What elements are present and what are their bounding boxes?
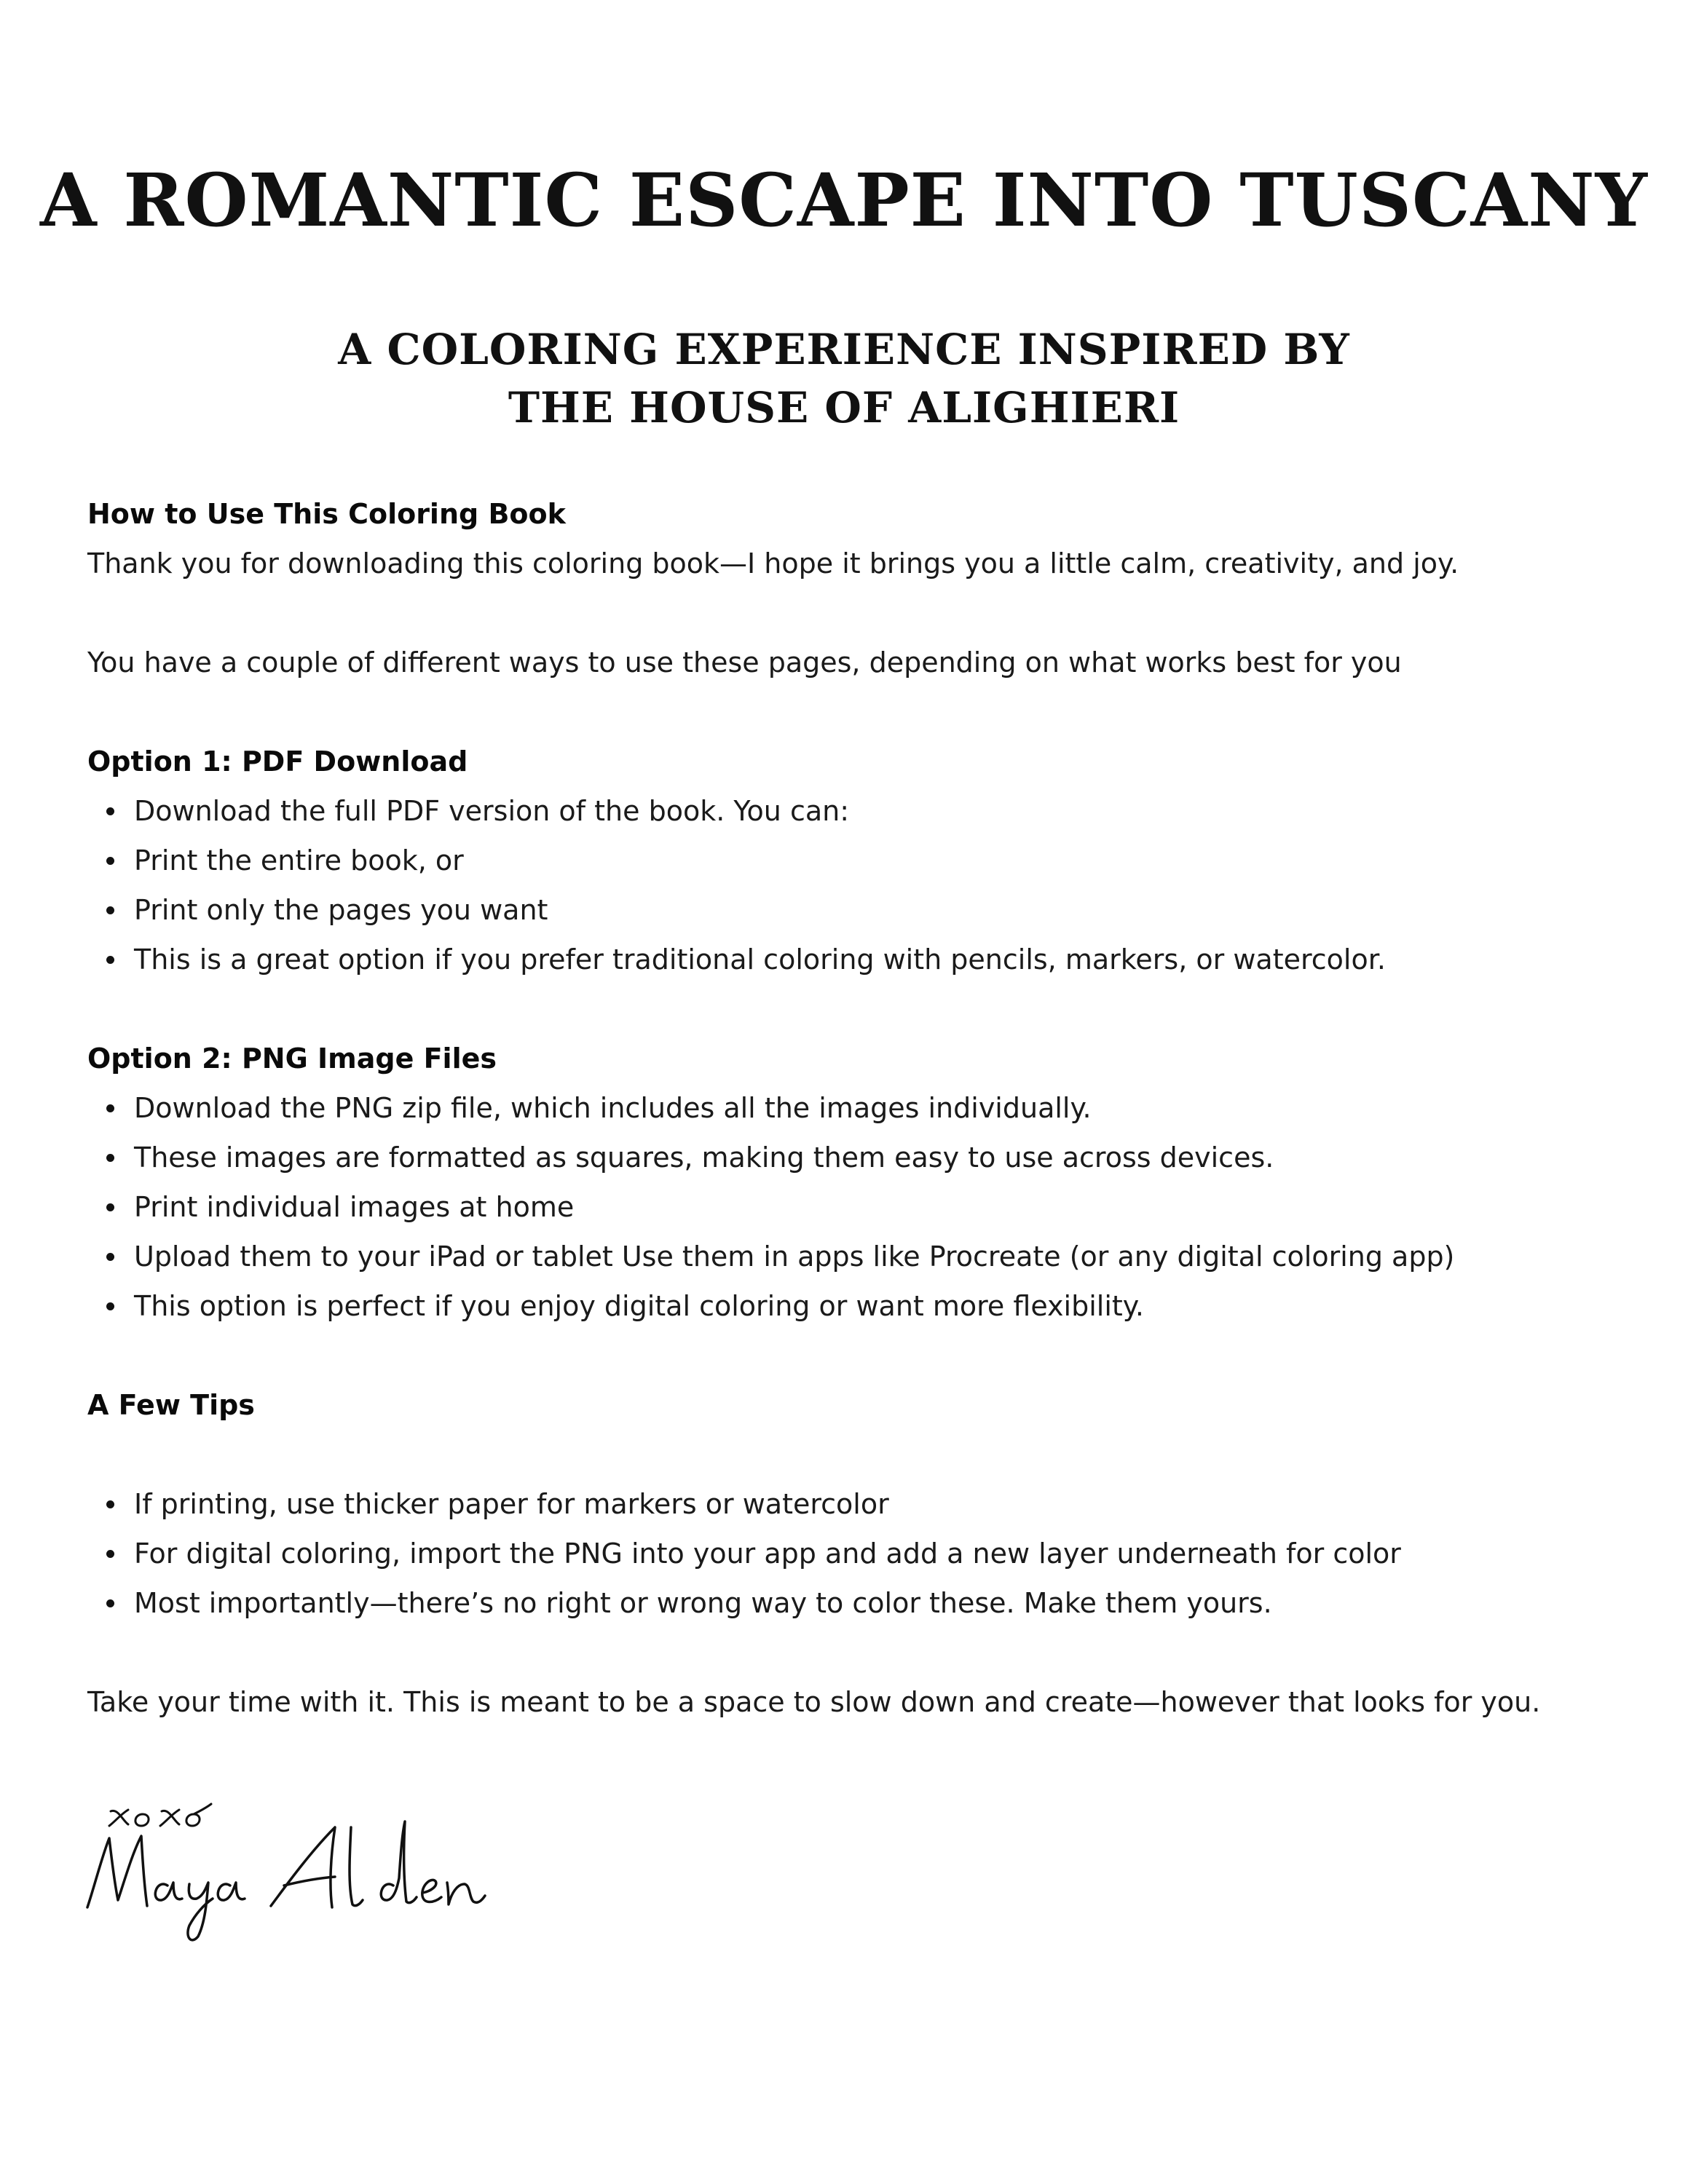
list-item: For digital coloring, import the PNG into your app and add a new layer underneath for color [87, 1529, 1617, 1578]
bullet-icon [106, 1599, 114, 1607]
list-item: This is a great option if you prefer traditional coloring with pencils, markers, or watercolor. [87, 935, 1617, 984]
list-item: Print the entire book, or [87, 836, 1617, 885]
list-item: Most importantly—there’s no right or wrong way to color these. Make them yours. [87, 1578, 1617, 1628]
option2-list [87, 1083, 1617, 1331]
tips-list [87, 1479, 1617, 1628]
bullet-icon [106, 1550, 114, 1558]
list-item: These images are formatted as squares, making them easy to use across devices. [87, 1133, 1617, 1182]
list-item: If printing, use thicker paper for markers or watercolor [87, 1479, 1617, 1529]
signature-name-mark [87, 1821, 485, 1940]
bullet-icon [106, 1203, 114, 1211]
option1-list [87, 786, 1617, 984]
list-item: Print individual images at home [87, 1182, 1617, 1232]
list-item: Print only the pages you want [87, 885, 1617, 935]
subtitle-line-1: A COLORING EXPERIENCE INSPIRED BY [338, 325, 1350, 374]
intro-paragraph-1: Thank you for downloading this coloring book—I hope it brings you a little calm, creativity, and joy. [87, 547, 1459, 579]
tips-heading: A Few Tips [87, 1389, 255, 1421]
intro-heading: How to Use This Coloring Book [87, 498, 566, 530]
bullet-icon [106, 1154, 114, 1162]
signature-greeting-mark [109, 1804, 211, 1826]
bullet-icon [106, 906, 114, 914]
page-title: A ROMANTIC ESCAPE INTO TUSCANY [39, 157, 1649, 243]
bullet-icon [106, 956, 114, 964]
subtitle-line-2: THE HOUSE OF ALIGHIERI [508, 383, 1180, 432]
list-item: Download the full PDF version of the book. You can: [87, 786, 1617, 836]
signature-image [80, 1776, 517, 1951]
option2-heading: Option 2: PNG Image Files [87, 1042, 497, 1075]
list-item: Download the PNG zip file, which includes all the images individually. [87, 1083, 1617, 1133]
intro-paragraph-2: You have a couple of different ways to use these pages, depending on what works best for you [87, 646, 1402, 678]
list-item: This option is perfect if you enjoy digital coloring or want more flexibility. [87, 1281, 1617, 1331]
bullet-icon [106, 1302, 114, 1310]
handwritten-signature [80, 1776, 517, 1951]
bullet-icon [106, 1500, 114, 1508]
bullet-icon [106, 807, 114, 815]
bullet-icon [106, 1253, 114, 1261]
bullet-icon [106, 857, 114, 865]
bullet-icon [106, 1104, 114, 1112]
instructions-body [87, 489, 1617, 1727]
closing-paragraph: Take your time with it. This is meant to be a space to slow down and create—however that looks for you. [87, 1686, 1541, 1718]
list-item: Upload them to your iPad or tablet Use them in apps like Procreate (or any digital coloring app) [87, 1232, 1617, 1281]
option1-heading: Option 1: PDF Download [87, 745, 468, 778]
